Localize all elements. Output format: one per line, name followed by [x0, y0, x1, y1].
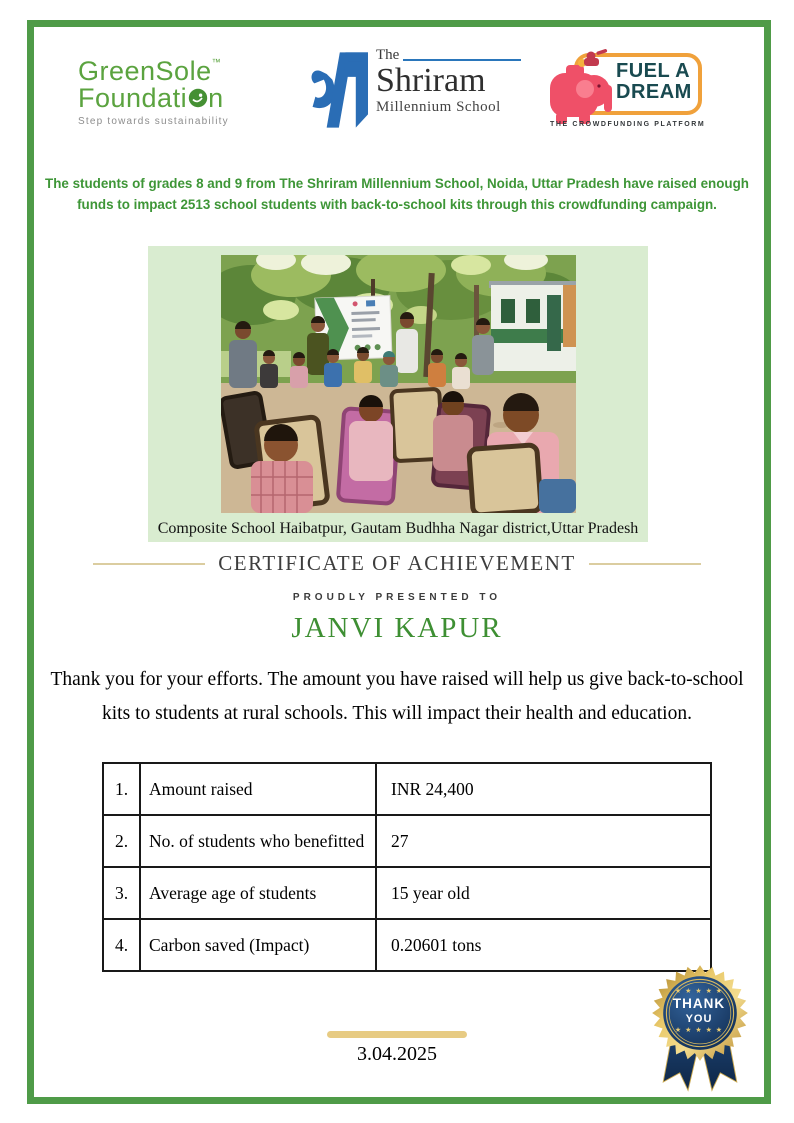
school-photo — [221, 255, 576, 513]
row-value: 27 — [376, 815, 711, 867]
row-value: 15 year old — [376, 867, 711, 919]
badge-stars-top: ★ ★ ★ ★ ★ — [674, 987, 724, 995]
row-label: Amount raised — [140, 763, 376, 815]
fuel-a-dream-title-line2: DREAM — [616, 80, 692, 103]
row-number: 2. — [103, 815, 140, 867]
presented-label: PROUDLY PRESENTED TO — [292, 592, 502, 603]
thank-you-badge — [640, 956, 760, 1096]
recipient-name: JANVI KAPUR — [291, 612, 503, 644]
title-rule-right — [589, 563, 701, 565]
photo-block — [148, 246, 648, 542]
greensole-foundation-word-left: Foundati — [78, 83, 188, 113]
shriram-rule — [403, 59, 521, 61]
thank-you-message: Thank you for your efforts. The amount you have raised will help us give back-to-school kits to students at rural schools. This will impact their health and education. — [50, 669, 744, 724]
shriram-subtitle: Millennium School — [376, 99, 501, 115]
elephant-fuel-pump-icon — [544, 49, 624, 132]
row-label: Carbon saved (Impact) — [140, 919, 376, 971]
impact-table — [102, 762, 712, 972]
greensole-sole-icon — [188, 86, 208, 113]
date-text: 3.04.2025 — [357, 1043, 437, 1065]
greensole-foundation-logo — [78, 58, 258, 127]
certificate-title-row — [0, 551, 794, 576]
table-row — [103, 919, 711, 971]
table-row — [103, 815, 711, 867]
greensole-foundation-word-right: n — [208, 83, 224, 113]
badge-word-you: YOU — [685, 1013, 713, 1026]
row-value: INR 24,400 — [376, 763, 711, 815]
row-number: 4. — [103, 919, 140, 971]
shriram-devanagari-mark-icon — [306, 48, 368, 137]
shriram-the: The — [376, 47, 400, 63]
shriram-school-logo — [306, 47, 501, 137]
badge-stars-bottom: ★ ★ ★ ★ ★ — [674, 1027, 724, 1035]
row-number: 3. — [103, 867, 140, 919]
certificate-title: CERTIFICATE OF ACHIEVEMENT — [218, 551, 576, 575]
photo-caption: Composite School Haibatpur, Gautam Budhha Nagar district,Uttar Pradesh — [157, 520, 639, 537]
table-row — [103, 867, 711, 919]
greensole-tagline: Step towards sustainability — [78, 116, 229, 127]
logo-row — [0, 48, 794, 137]
fuel-a-dream-tagline: THE CROWDFUNDING PLATFORM — [550, 120, 706, 128]
row-value: 0.20601 tons — [376, 919, 711, 971]
title-rule-left — [93, 563, 205, 565]
campaign-intro-text: The students of grades 8 and 9 from The Shriram Millennium School, Noida, Uttar Pradesh have raised enough funds to impact 2513 school students with back-to-school kits through this crowdfunding campaign. — [45, 176, 749, 213]
row-label: Average age of students — [140, 867, 376, 919]
school-photo-illustration — [221, 255, 576, 513]
greensole-name: GreenSole — [78, 56, 212, 86]
fuel-a-dream-logo — [544, 49, 716, 137]
row-label: No. of students who benefitted — [140, 815, 376, 867]
row-number: 1. — [103, 763, 140, 815]
shriram-name: Shriram — [376, 62, 486, 99]
badge-word-thank: THANK — [672, 995, 726, 1011]
date-rule — [327, 1031, 467, 1038]
fuel-a-dream-title-line1: FUEL A — [616, 59, 691, 82]
table-row — [103, 763, 711, 815]
trademark-symbol: ™ — [211, 57, 222, 67]
